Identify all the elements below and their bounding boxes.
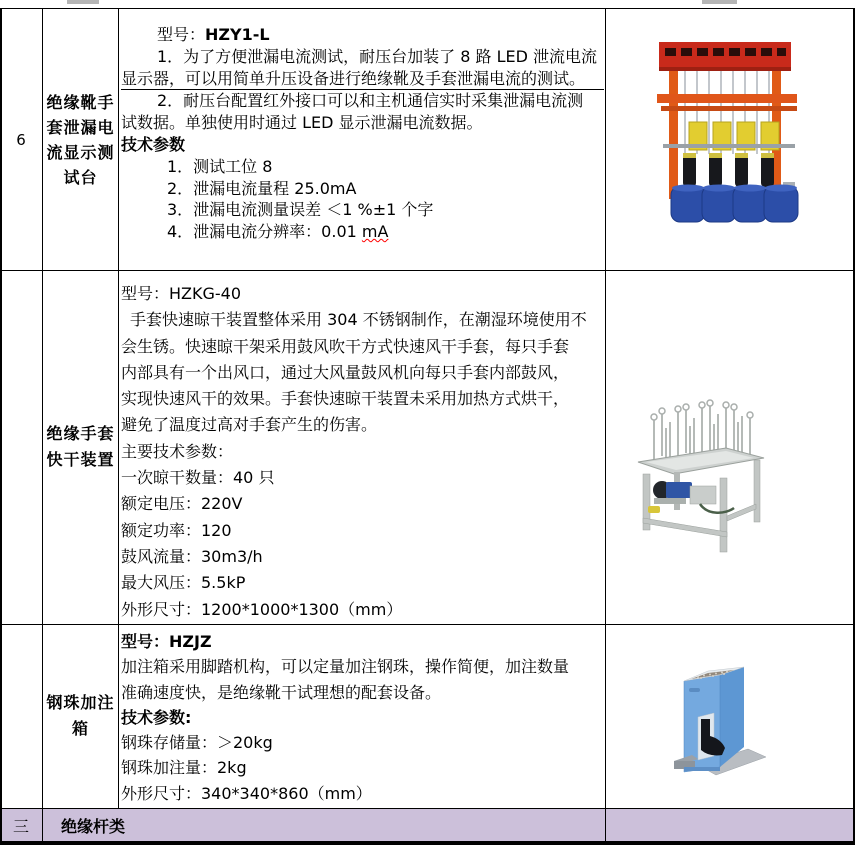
spec-line: 2．泄漏电流量程 25.0mA [167, 178, 357, 198]
row-number: 6 [16, 130, 26, 149]
equipment-name-line: 流显示测 [46, 142, 115, 162]
spec-line: 外形尺寸：340*340*860（mm） [121, 783, 372, 803]
steel-ball-filling-box-photo [668, 655, 768, 787]
column-border-3 [605, 8, 606, 841]
spec-text: 4．泄漏电流分辨率：0.01 [167, 222, 362, 242]
equipment-name-line: 绝缘手套 [46, 424, 115, 443]
equipment-name-line: 箱 [71, 719, 89, 738]
leakage-test-stand-photo [645, 36, 805, 244]
spec-line [121, 221, 604, 243]
spellcheck-flagged-unit: mA [361, 222, 389, 242]
tech-params-heading: 主要技术参数： [121, 441, 234, 461]
spec-line: 鼓风流量：30m3/h [121, 546, 263, 566]
equipment-description-cell [121, 24, 604, 243]
equipment-name-line: 钢珠加注 [46, 693, 115, 712]
paragraph-line: 1．为了方便泄漏电流测试，耐压台加装了 8 路 LED 泄流电流 [157, 46, 598, 66]
spec-line: 钢珠加注量：2kg [121, 758, 247, 778]
table-bottom-border [0, 841, 855, 845]
section-number: 三 [12, 816, 29, 836]
paragraph-line: 避免了温度过高对手套产生的伤害。 [121, 415, 378, 435]
section-number-cell [0, 809, 42, 841]
equipment-name-line: 试台 [63, 167, 98, 187]
table-top-border [0, 8, 855, 9]
row-number-cell [0, 9, 42, 270]
section-title: 绝缘杆类 [61, 816, 126, 836]
model-label: 型号： [157, 25, 206, 44]
paragraph-line: 会生锈。快速晾干架采用鼓风吹干方式快速风干手套，每只手套 [121, 336, 570, 356]
paragraph-line: 实现快速风干的效果。手套快速晾干装置未采用加热方式烘干， [121, 389, 570, 409]
paragraph-line: 试数据。单独使用时通过 LED 显示泄漏电流数据。 [121, 113, 483, 133]
paragraph-line-underlined: 显示器，可以用简单升压设备进行绝缘靴及手套泄漏电流的测试。 [121, 68, 604, 91]
model-line [121, 24, 604, 46]
spec-line: 钢珠存储量：＞20kg [121, 733, 273, 753]
spec-line: 最大风压：5.5kP [121, 573, 246, 593]
cropped-image-fragment [67, 0, 99, 4]
equipment-name-cell [43, 625, 118, 807]
column-border-2 [118, 8, 119, 808]
equipment-description-cell [121, 629, 604, 806]
glove-drying-rack-photo [630, 398, 770, 556]
tech-params-heading: 技术参数 [121, 134, 186, 154]
spec-line: 外形尺寸：1200*1000*1300（mm） [121, 599, 403, 619]
paragraph-line: 准确速度快，是绝缘靴干试理想的配套设备。 [121, 682, 442, 702]
paragraph-line: 2．耐压台配置红外接口可以和主机通信实时采集泄漏电流测 [157, 91, 584, 111]
paragraph-line: 手套快速晾干装置整体采用 304 不锈钢制作，在潮湿环境使用不 [130, 310, 587, 330]
paragraph-line: 加注箱采用脚踏机构，可以定量加注钢珠，操作简便，加注数量 [121, 657, 570, 677]
spec-line: 额定功率：120 [121, 520, 232, 540]
row-border-1 [0, 270, 855, 271]
paragraph-line: 内部具有一个出风口，通过大风量鼓风机向每只手套内部鼓风， [121, 362, 570, 382]
spec-line: 1．测试工位 8 [167, 156, 273, 176]
equipment-description-cell [121, 281, 604, 623]
equipment-name-line: 套泄漏电 [46, 117, 115, 137]
model-value: HZY1-L [205, 25, 270, 44]
model-line: 型号：HZJZ [121, 632, 212, 651]
spec-line: 3．泄漏电流测量误差 ＜1 %±1 个字 [167, 200, 434, 220]
model-line: 型号：HZKG-40 [121, 284, 242, 303]
section-title-cell [43, 809, 621, 841]
equipment-name-line: 绝缘靴手 [46, 92, 115, 112]
row-border-2 [0, 624, 855, 625]
cropped-image-fragment [702, 0, 737, 4]
tech-params-heading: 技术参数: [121, 707, 192, 727]
equipment-name-cell [43, 271, 118, 623]
spec-line: 一次晾干数量：40 只 [121, 468, 275, 488]
equipment-name-line: 快干装置 [46, 450, 115, 469]
spec-line: 额定电压：220V [121, 494, 243, 514]
equipment-name-cell [43, 9, 118, 270]
